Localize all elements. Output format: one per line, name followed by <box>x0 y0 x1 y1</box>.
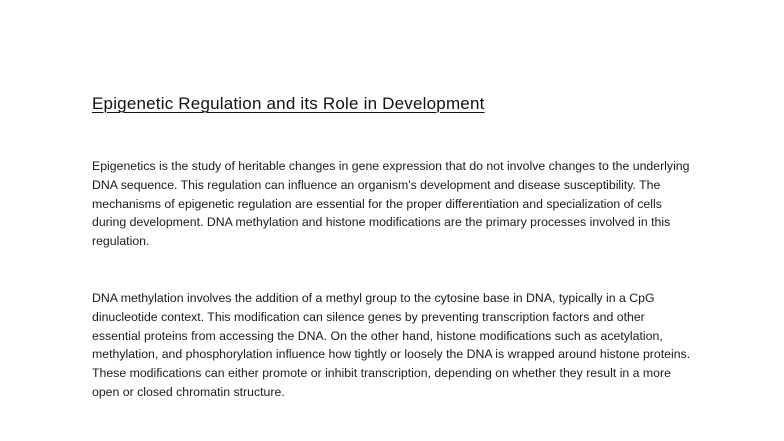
paragraph-dna-methylation: DNA methylation involves the addition of a methyl group to the cytosine base in DNA, typically in a CpG dinucleotide context. This modification can silence genes by preventing transcription factors and other essential proteins from accessing the DNA. On the other hand, histone modifications such as acetylation, methylation, and phosphorylation influence how tightly or loosely the DNA is wrapped around histone proteins. These modifications can either promote or inhibit transcription, depending on whether they result in a more open or closed chromatin structure. <box>92 291 691 399</box>
document-title: Epigenetic Regulation and its Role in Development <box>92 94 485 113</box>
paragraph-epigenetics-intro: Epigenetics is the study of heritable changes in gene expression that do not involve changes to the underlying DNA sequence. This regulation can influence an organism's development and disease susceptibility. The mechanisms of epigenetic regulation are essential for the proper differentiation and specialization of cells during development. DNA methylation and histone modifications are the primary processes involved in this regulation. <box>92 159 690 249</box>
